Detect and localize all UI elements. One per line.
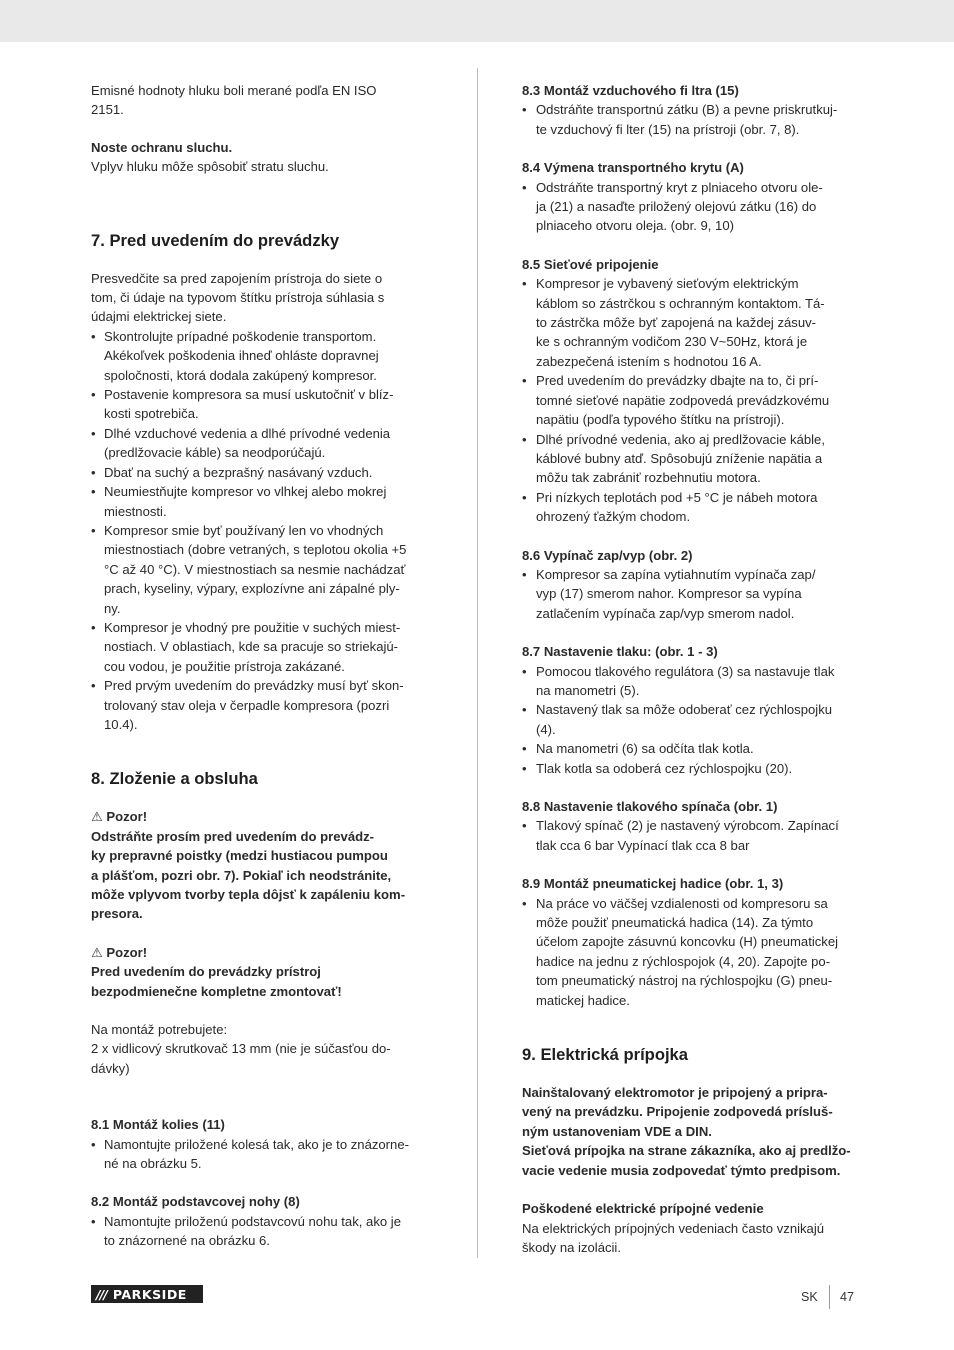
section-8-heading: 8. Zloženie a obsluha [91,769,258,789]
section-8-4-title: 8.4 Výmena transportného krytu (A) [522,160,744,176]
damaged-cable-text: Na elektrických prípojných vedeniach často vznikajú škody na izolácii. [522,1220,825,1255]
list-item: • Kompresor je vhodný pre použitie v suchých miest- nostiach. V oblastiach, kde sa pracuje so striekajú- cou vodou, je použitie prístroja zakázané. [91,618,436,676]
list-item: • Kompresor sa zapína vytiahnutím vypínača zap/ vyp (17) smerom nahor. Kompresor sa vypína zatlačením vypínača zap/vyp smerom nadol. [522,565,864,623]
warning-2-text: Pred uvedením do prevádzky prístroj bezpodmienečne kompletne zmontovať! [91,964,342,999]
section-8-9-list [522,894,864,1010]
logo-text: PARKSIDE [112,1286,187,1302]
section-8-2-list [91,1212,436,1251]
list-item: • Odstráňte transportnú zátku (B) a pevne priskrutkuj- te vzduchový fi lter (15) na prístroji (obr. 7, 8). [522,100,864,139]
tools-text: Na montáž potrebujete: 2 x vidlicový skrutkovač 13 mm (nie je súčasťou do- dávky) [91,1022,391,1076]
list-item: • Odstráňte transportný kryt z plniaceho otvoru ole- ja (21) a nasaďte priložený olejovú zátku (16) do plniaceho otvoru oleja. (obr. 9, 10) [522,178,864,236]
section-8-3-list [522,100,864,139]
list-item: • Skontrolujte prípadné poškodenie transportom. Akékoľvek poškodenia ihneď ohláste dopravnej spoločnosti, ktorá dodala zakúpený kompresor. [91,327,436,385]
parkside-logo [91,1285,203,1303]
section-8-5-list [522,274,864,526]
section-8-8-list [522,816,864,855]
warning-icon: ⚠ [91,944,103,960]
section-8-5-title: 8.5 Sieťové pripojenie [522,256,659,272]
intro-text: Emisné hodnoty hluku boli merané podľa EN ISO 2151. [91,83,377,118]
list-item: • Pri nízkych teplotách pod +5 °C je nábeh motora ohrozený ťažkým chodom. [522,488,864,527]
list-item: • Dlhé prívodné vedenia, ako aj predlžovacie káble, káblové bubny atď. Spôsobujú zníženie napätia a môžu tak zabrániť rozbehnutiu motora. [522,430,864,488]
list-item: • Nastavený tlak sa môže odoberať cez rýchlospojku (4). [522,700,864,739]
section-8-8-title: 8.8 Nastavenie tlakového spínača (obr. 1) [522,799,778,814]
page-number: 47 [840,1290,854,1304]
warning-1-text: Odstráňte prosím pred uvedením do prevádz- ky prepravné poistky (medzi hustiacou pumpou a plášťom, pozri obr. 7). Pokiaľ ich neodstránite, môže vplyvom tvorby tepla dôjsť k zapáleniu kom- presora. [91,828,406,922]
list-item: • Na manometri (6) sa odčíta tlak kotla. [522,739,864,758]
hearing-title: Noste ochranu sluchu. [91,139,233,155]
list-item: • Namontujte priložené kolesá tak, ako je to znázorne- né na obrázku 5. [91,1135,436,1174]
damaged-cable-title: Poškodené elektrické prípojné vedenie [522,1201,764,1217]
section-7-list [91,327,436,735]
list-item: • Na práce vo väčšej vzdialenosti od kompresoru sa môže použiť pneumatická hadica (14). Za týmto účelom zapojte zásuvnú koncovku (H) pneumatickej hadice na jednu z rýchlospojok (4, 20). Zapojte po- tom pneumatický nástroj na rýchlospojku (G) pneu- matickej hadice. [522,894,864,1010]
section-8-6-title: 8.6 Vypínač zap/vyp (obr. 2) [522,547,693,563]
list-item: • Dlhé vzduchové vedenia a dlhé prívodné vedenia (predlžovacie káble) sa neodporúčajú. [91,424,436,463]
section-8-7-title: 8.7 Nastavenie tlaku: (obr. 1 - 3) [522,644,718,660]
left-column [91,81,436,1251]
section-9-bold-text: Nainštalovaný elektromotor je pripojený a pripra- vený na prevádzku. Pripojenie zodpovedá prísluš- ným ustanoveniam VDE a DIN. Sieťová prípojka na strane zákazníka, ako aj predlžo- vacie vedenie musia zodpovedať týmto predpisom. [522,1085,851,1178]
section-8-6-list [522,565,864,623]
list-item: • Namontujte priloženú podstavcovú nohu tak, ako je to znázornené na obrázku 6. [91,1212,436,1251]
language-code: SK [801,1290,818,1304]
warning-1-title: ⚠ Pozor! [91,809,148,825]
section-8-1-title: 8.1 Montáž kolies (11) [91,1117,225,1133]
list-item: • Tlak kotla sa odoberá cez rýchlospojku (20). [522,759,864,778]
list-item: • Dbať na suchý a bezprašný nasávaný vzduch. [91,463,436,482]
section-7-intro: Presvedčite sa pred zapojením prístroja do siete o tom, či údaje na typovom štítku prístroja súhlasia s údajmi elektrickej siete. [91,270,385,325]
logo-stripes-icon: /// [96,1286,107,1302]
footer-divider [829,1285,830,1309]
list-item: • Kompresor je vybavený sieťovým elektrickým káblom so zástrčkou s ochranným kontaktom. Tá- to zástrčka môže byť zapojená na každej zásuv- ke s ochranným vodičom 230 V~50Hz, ktorá je zabezpečená istením s hodnotou 16 A. [522,274,864,371]
list-item: • Tlakový spínač (2) je nastavený výrobcom. Zapínací tlak cca 6 bar Vypínací tlak cca 8 bar [522,816,864,855]
section-9-heading: 9. Elektrická prípojka [522,1045,689,1065]
section-8-3-title: 8.3 Montáž vzduchového fi ltra (15) [522,83,739,98]
list-item: • Kompresor smie byť používaný len vo vhodných miestnostiach (dobre vetraných, s teplotou okolia +5 °C až 40 °C). V miestnostiach sa nesmie nachádzať prach, kyseliny, výpary, explozívne ani zápalné ply- ny. [91,521,436,618]
warning-icon: ⚠ [91,809,103,825]
list-item: • Pred prvým uvedením do prevádzky musí byť skon- trolovaný stav oleja v čerpadle kompresora (pozri 10.4). [91,676,436,734]
list-item: • Neumiestňujte kompresor vo vlhkej alebo mokrej miestnosti. [91,482,436,521]
right-column [522,81,864,1257]
list-item: • Postavenie kompresora sa musí uskutočniť v blíz- kosti spotrebiča. [91,385,436,424]
section-8-1-list [91,1135,436,1174]
list-item: • Pomocou tlakového regulátora (3) sa nastavuje tlak na manometri (5). [522,662,864,701]
section-8-7-list [522,662,864,778]
section-8-2-title: 8.2 Montáž podstavcovej nohy (8) [91,1194,300,1210]
section-8-4-list [522,178,864,236]
header-band [0,0,954,42]
section-8-9-title: 8.9 Montáž pneumatickej hadice (obr. 1, 3) [522,876,784,892]
section-7-heading: 7. Pred uvedením do prevádzky [91,230,340,250]
list-item: • Pred uvedením do prevádzky dbajte na to, či prí- tomné sieťové napätie zodpovedá prevádzkovému napätiu (podľa typového štítku na prístroji). [522,371,864,429]
column-divider [477,68,478,1258]
hearing-text: Vplyv hluku môže spôsobiť stratu sluchu. [91,159,329,175]
warning-2-title: ⚠ Pozor! [91,944,148,960]
